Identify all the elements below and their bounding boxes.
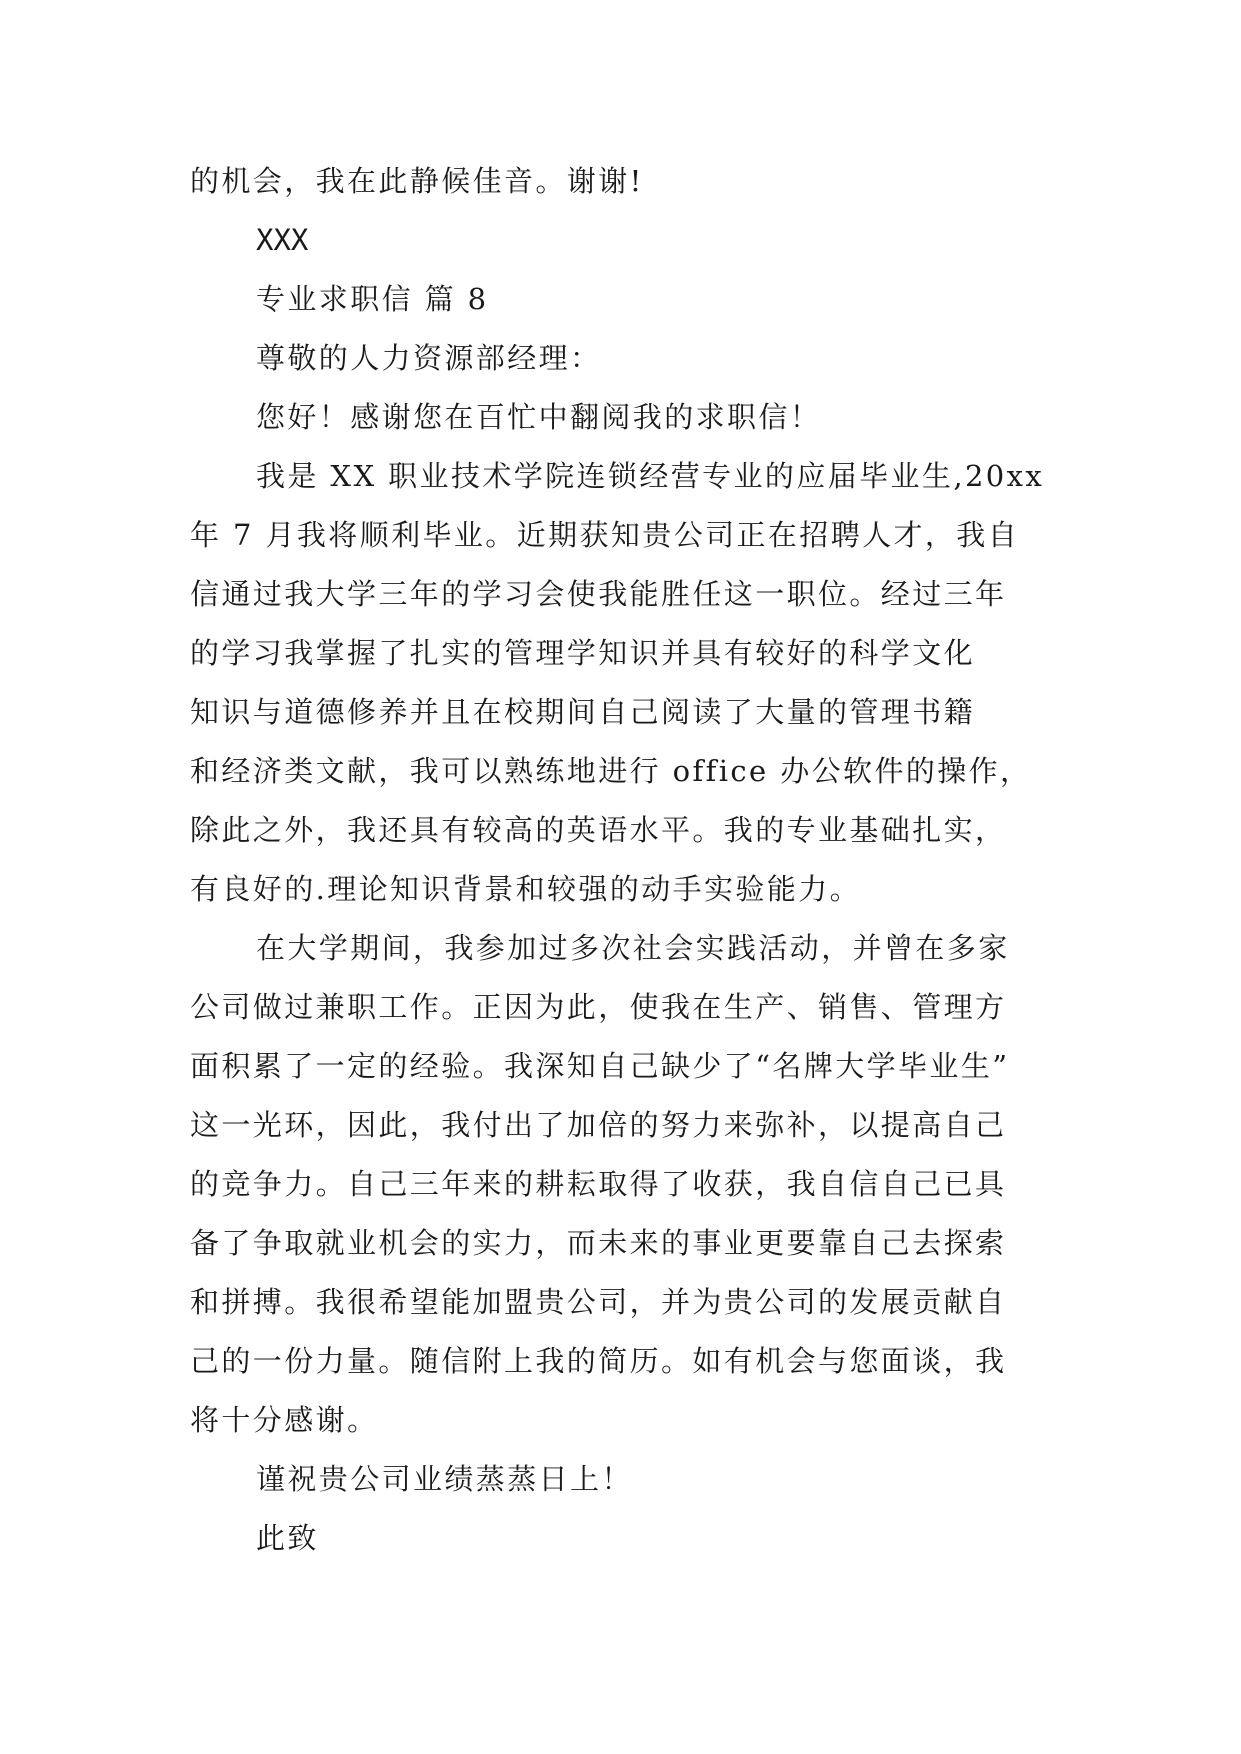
paragraph-line: 将十分感谢。 (190, 1403, 379, 1437)
closing-salutation: 此致 (256, 1521, 319, 1555)
paragraph-line: 在大学期间，我参加过多次社会实践活动，并曾在多家 (256, 931, 1010, 965)
letter-body (190, 152, 1060, 1568)
paragraph-line: 和经济类文献，我可以熟练地进行 office 办公软件的操作， (190, 754, 1032, 788)
paragraph-line: 的学习我掌握了扎实的管理学知识并具有较好的科学文化 (190, 636, 976, 670)
paragraph-line: 这一光环，因此，我付出了加倍的努力来弥补，以提高自己 (190, 1108, 1007, 1142)
paragraph-line: 的竞争力。自己三年来的耕耘取得了收获，我自信自己已具 (190, 1167, 1007, 1201)
greeting: 您好！感谢您在百忙中翻阅我的求职信！ (256, 400, 822, 434)
paragraph-line: 有良好的.理论知识背景和较强的动手实验能力。 (190, 872, 862, 906)
signature-line: XXX (256, 223, 309, 257)
paragraph-line: 公司做过兼职工作。正因为此，使我在生产、销售、管理方 (190, 990, 1007, 1024)
paragraph-line: 除此之外，我还具有较高的英语水平。我的专业基础扎实， (190, 813, 1007, 847)
paragraph-line: 年 7 月我将顺利毕业。近期获知贵公司正在招聘人才，我自 (190, 518, 1020, 552)
paragraph-line: 信通过我大学三年的学习会使我能胜任这一职位。经过三年 (190, 577, 1007, 611)
salutation: 尊敬的人力资源部经理： (256, 341, 602, 375)
paragraph-line: 知识与道德修养并且在校期间自己阅读了大量的管理书籍 (190, 695, 976, 729)
paragraph-line: 我是 XX 职业技术学院连锁经营专业的应届毕业生,20xx (256, 459, 1045, 493)
paragraph-line: 的机会，我在此静候佳音。谢谢! (190, 164, 644, 198)
section-heading: 专业求职信 篇 8 (256, 282, 489, 316)
closing-wish: 谨祝贵公司业绩蒸蒸日上！ (256, 1462, 633, 1496)
paragraph-line: 面积累了一定的经验。我深知自己缺少了“名牌大学毕业生” (190, 1049, 1010, 1083)
paragraph-line: 己的一份力量。随信附上我的简历。如有机会与您面谈，我 (190, 1344, 1007, 1378)
paragraph-line: 和拼搏。我很希望能加盟贵公司，并为贵公司的发展贡献自 (190, 1285, 1007, 1319)
paragraph-line: 备了争取就业机会的实力，而未来的事业更要靠自己去探索 (190, 1226, 1007, 1260)
